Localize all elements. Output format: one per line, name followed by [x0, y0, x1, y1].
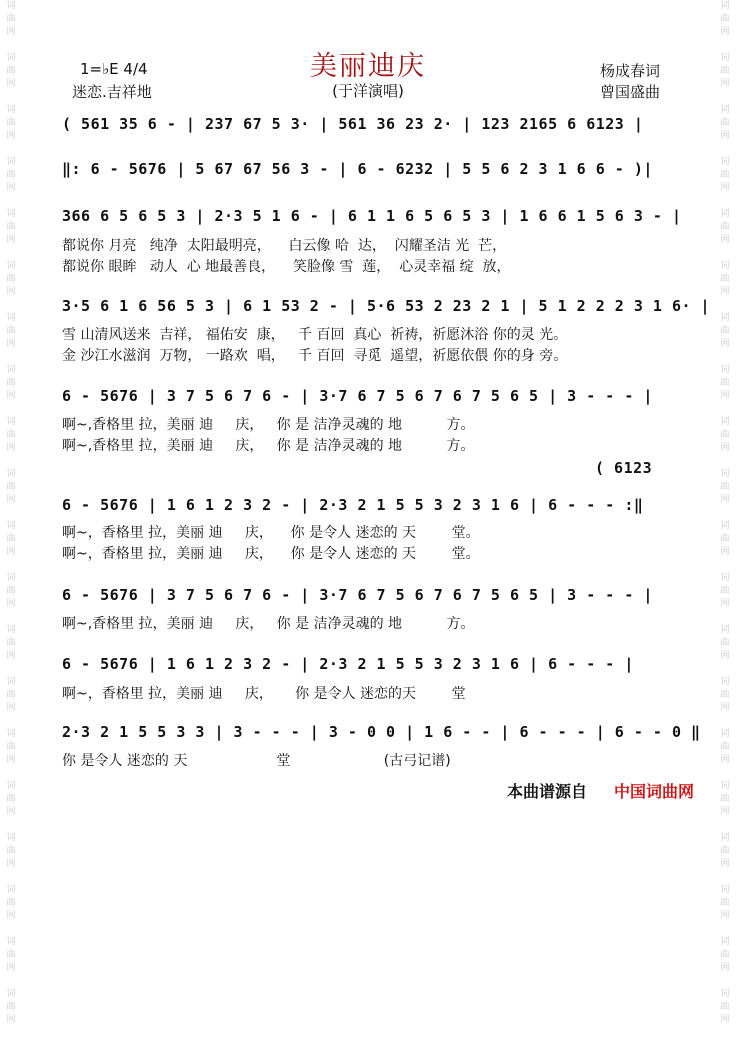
- watermark-glyph: 词: [6, 157, 16, 167]
- watermark-gap: [2, 247, 20, 260]
- watermark-glyph: 网: [720, 651, 730, 661]
- watermark-glyph: 词: [6, 417, 16, 427]
- watermark-glyph: 网: [6, 703, 16, 713]
- watermark-glyph: 词: [720, 53, 730, 63]
- watermark-glyph: 曲: [6, 846, 16, 856]
- watermark-glyph: 词: [720, 885, 730, 895]
- watermark-glyph: 词: [720, 521, 730, 531]
- key-signature: 1=♭E 4/4: [80, 60, 148, 78]
- watermark-gap: [716, 663, 734, 676]
- watermark-glyph: 词: [6, 313, 16, 323]
- watermark-glyph: 网: [720, 79, 730, 89]
- watermark-glyph: 词: [720, 261, 730, 271]
- watermark-glyph: 词: [6, 261, 16, 271]
- watermark-gap: [716, 611, 734, 624]
- watermark-glyph: 网: [6, 235, 16, 245]
- watermark-glyph: 词: [720, 157, 730, 167]
- watermark-glyph: 词: [720, 781, 730, 791]
- watermark-gap: [2, 871, 20, 884]
- watermark-glyph: 词: [6, 677, 16, 687]
- watermark-glyph: 曲: [720, 170, 730, 180]
- watermark-gap: [2, 923, 20, 936]
- watermark-glyph: 网: [720, 287, 730, 297]
- watermark-glyph: 曲: [720, 118, 730, 128]
- watermark-glyph: 网: [720, 807, 730, 817]
- watermark-glyph: 网: [720, 755, 730, 765]
- watermark-glyph: 曲: [720, 14, 730, 24]
- watermark-gap: [716, 923, 734, 936]
- watermark-gap: [2, 1027, 20, 1040]
- watermark-glyph: 词: [6, 625, 16, 635]
- watermark-glyph: 网: [720, 911, 730, 921]
- watermark-glyph: 词: [720, 937, 730, 947]
- watermark-glyph: 词: [720, 1, 730, 11]
- score-line-9: 2·3 2 1 5 5 3 3 | 3 - - - | 3 - 0 0 | 1 6 - - | 6 - - - | 6 - - 0 ‖: [62, 723, 701, 741]
- watermark-glyph: 曲: [6, 14, 16, 24]
- watermark-glyph: 曲: [6, 66, 16, 76]
- watermark-gap: [2, 195, 20, 208]
- watermark-glyph: 网: [720, 599, 730, 609]
- score-line-8: 6 - 5676 | 1 6 1 2 3 2 - | 2·3 2 1 5 5 3 2 3 1 6 | 6 - - - |: [62, 655, 634, 673]
- watermark-glyph: 网: [720, 963, 730, 973]
- watermark-gap: [716, 507, 734, 520]
- watermark-glyph: 网: [720, 391, 730, 401]
- watermark-glyph: 曲: [6, 482, 16, 492]
- watermark-glyph: 词: [6, 989, 16, 999]
- watermark-glyph: 曲: [720, 1002, 730, 1012]
- watermark-gap: [2, 351, 20, 364]
- watermark-glyph: 词: [720, 469, 730, 479]
- watermark-glyph: 词: [720, 833, 730, 843]
- watermark-glyph: 曲: [6, 638, 16, 648]
- watermark-glyph: 词: [6, 365, 16, 375]
- watermark-glyph: 曲: [720, 326, 730, 336]
- watermark-glyph: 词: [6, 469, 16, 479]
- watermark-gap: [2, 507, 20, 520]
- song-title: 美丽迪庆: [310, 51, 426, 82]
- watermark-gap: [716, 143, 734, 156]
- lyric-line-3b: 都说你 眼眸 动人 心 地最善良， 笑脸像 雪 莲， 心灵幸福 绽 放，: [62, 259, 511, 275]
- watermark-gap: [716, 819, 734, 832]
- watermark-glyph: 网: [6, 859, 16, 869]
- watermark-glyph: 网: [720, 859, 730, 869]
- watermark-glyph: 曲: [6, 586, 16, 596]
- watermark-glyph: 网: [6, 495, 16, 505]
- watermark-glyph: 词: [6, 781, 16, 791]
- watermark-glyph: 网: [720, 183, 730, 193]
- watermark-gap: [716, 871, 734, 884]
- lyric-line-4a: 雪 山清风送来 吉祥， 福佑安 康， 千 百回 真心 祈祷，祈愿沐浴 你的灵 光。: [62, 327, 568, 343]
- watermark-glyph: 曲: [720, 274, 730, 284]
- watermark-gap: [716, 767, 734, 780]
- lyric-line-8: 啊~，香格里 拉，美丽 迪 庆， 你 是令人 迷恋的天 堂: [62, 686, 466, 702]
- watermark-glyph: 网: [6, 755, 16, 765]
- watermark-glyph: 网: [6, 651, 16, 661]
- watermark-glyph: 网: [720, 339, 730, 349]
- watermark-glyph: 词: [720, 313, 730, 323]
- watermark-glyph: 网: [6, 963, 16, 973]
- watermark-gap: [2, 715, 20, 728]
- watermark-glyph: 曲: [6, 274, 16, 284]
- watermark-gap: [716, 1027, 734, 1040]
- composer-credit: 曾国盛曲: [600, 83, 661, 101]
- watermark-glyph: 曲: [6, 950, 16, 960]
- score-line-5: 6 - 5676 | 3 7 5 6 7 6 - | 3·7 6 7 5 6 7 6 7 5 6 5 | 3 - - - |: [62, 387, 653, 405]
- watermark-glyph: 网: [6, 27, 16, 37]
- lyric-line-6b: 啊~，香格里 拉，美丽 迪 庆， 你 是令人 迷恋的 天 堂。: [62, 546, 480, 562]
- watermark-gap: [716, 299, 734, 312]
- watermark-glyph: 词: [6, 105, 16, 115]
- watermark-glyph: 词: [6, 1, 16, 11]
- watermark-gap: [2, 455, 20, 468]
- watermark-gap: [716, 455, 734, 468]
- watermark-glyph: 词: [720, 625, 730, 635]
- watermark-glyph: 曲: [6, 430, 16, 440]
- score-line-6: 6 - 5676 | 1 6 1 2 3 2 - | 2·3 2 1 5 5 3 2 3 1 6 | 6 - - - :‖: [62, 496, 644, 514]
- score-line-2: ‖: 6 - 5676 | 5 67 67 56 3 - | 6 - 6232 | 5 5 6 2 3 1 6 6 - )|: [62, 160, 653, 178]
- watermark-gap: [716, 559, 734, 572]
- lyric-line-3a: 都说你 月亮 纯净 太阳最明亮， 白云像 哈 达， 闪耀圣洁 光 芒，: [62, 238, 507, 254]
- watermark-glyph: 网: [720, 1015, 730, 1025]
- lyric-line-6a: 啊~，香格里 拉，美丽 迪 庆， 你 是令人 迷恋的 天 堂。: [62, 525, 480, 541]
- watermark-glyph: 词: [6, 729, 16, 739]
- watermark-glyph: 网: [720, 235, 730, 245]
- watermark-glyph: 曲: [720, 222, 730, 232]
- score-line-3: 366 6 5 6 5 3 | 2·3 5 1 6 - | 6 1 1 6 5 6 5 3 | 1 6 6 1 5 6 3 - |: [62, 207, 682, 225]
- watermark-gap: [2, 819, 20, 832]
- watermark-glyph: 网: [6, 287, 16, 297]
- watermark-gap: [2, 663, 20, 676]
- lyricist-credit: 杨成春词: [600, 62, 661, 80]
- watermark-glyph: 词: [720, 105, 730, 115]
- watermark-glyph: 网: [720, 131, 730, 141]
- watermark-right: [716, 0, 734, 1025]
- watermark-gap: [2, 975, 20, 988]
- watermark-glyph: 网: [720, 703, 730, 713]
- lyric-line-5a: 啊~,香格里 拉，美丽 迪 庆， 你 是 洁净灵魂的 地 方。: [62, 417, 475, 433]
- watermark-glyph: 词: [6, 937, 16, 947]
- score-line-7: 6 - 5676 | 3 7 5 6 7 6 - | 3·7 6 7 5 6 7 6 7 5 6 5 | 3 - - - |: [62, 586, 653, 604]
- watermark-glyph: 网: [6, 599, 16, 609]
- watermark-glyph: 词: [6, 573, 16, 583]
- score-line-1: ( 561 35 6 - | 237 67 5 3· | 561 36 23 2· | 123 2165 6 6123 |: [62, 115, 644, 133]
- watermark-glyph: 曲: [6, 1002, 16, 1012]
- watermark-glyph: 网: [6, 807, 16, 817]
- watermark-glyph: 词: [720, 989, 730, 999]
- watermark-glyph: 曲: [720, 846, 730, 856]
- score-line-4: 3·5 6 1 6 56 5 3 | 6 1 53 2 - | 5·6 53 2 23 2 1 | 5 1 2 2 2 3 1 6· |: [62, 297, 711, 315]
- pickup-notes: ( 6123: [595, 459, 653, 477]
- lyric-line-5b: 啊~,香格里 拉，美丽 迪 庆， 你 是 洁净灵魂的 地 方。: [62, 438, 475, 454]
- watermark-glyph: 词: [720, 677, 730, 687]
- watermark-glyph: 网: [6, 183, 16, 193]
- watermark-glyph: 词: [6, 521, 16, 531]
- watermark-glyph: 网: [720, 495, 730, 505]
- watermark-glyph: 网: [6, 391, 16, 401]
- watermark-gap: [2, 767, 20, 780]
- watermark-gap: [2, 403, 20, 416]
- lyric-line-9: 你 是令人 迷恋的 天 堂 (古弓记谱): [62, 753, 451, 769]
- watermark-glyph: 曲: [6, 326, 16, 336]
- watermark-gap: [716, 403, 734, 416]
- watermark-glyph: 曲: [720, 534, 730, 544]
- watermark-glyph: 网: [6, 1015, 16, 1025]
- watermark-glyph: 曲: [720, 898, 730, 908]
- watermark-glyph: 曲: [720, 742, 730, 752]
- watermark-gap: [716, 715, 734, 728]
- watermark-glyph: 曲: [6, 742, 16, 752]
- lyric-line-7: 啊~,香格里 拉，美丽 迪 庆， 你 是 洁净灵魂的 地 方。: [62, 616, 475, 632]
- watermark-glyph: 曲: [720, 586, 730, 596]
- watermark-glyph: 网: [6, 911, 16, 921]
- watermark-glyph: 词: [720, 573, 730, 583]
- watermark-glyph: 网: [6, 547, 16, 557]
- watermark-glyph: 网: [6, 131, 16, 141]
- watermark-glyph: 曲: [6, 794, 16, 804]
- watermark-gap: [2, 559, 20, 572]
- watermark-glyph: 曲: [720, 66, 730, 76]
- watermark-glyph: 曲: [720, 378, 730, 388]
- watermark-glyph: 词: [6, 209, 16, 219]
- singer-credit: (于洋演唱): [332, 82, 404, 100]
- watermark-glyph: 词: [6, 53, 16, 63]
- watermark-glyph: 曲: [720, 690, 730, 700]
- watermark-gap: [716, 247, 734, 260]
- watermark-glyph: 网: [720, 443, 730, 453]
- watermark-glyph: 曲: [6, 378, 16, 388]
- watermark-glyph: 曲: [6, 170, 16, 180]
- watermark-glyph: 词: [720, 365, 730, 375]
- watermark-left: [2, 0, 20, 1025]
- watermark-glyph: 网: [6, 79, 16, 89]
- watermark-gap: [2, 611, 20, 624]
- mood-marking: 迷恋.吉祥地: [72, 83, 152, 101]
- watermark-glyph: 曲: [720, 482, 730, 492]
- lyric-line-4b: 金 沙江水滋润 万物， 一路欢 唱， 千 百回 寻觅 遥望，祈愿依偎 你的身 旁。: [62, 348, 568, 364]
- watermark-glyph: 网: [6, 339, 16, 349]
- watermark-glyph: 词: [6, 833, 16, 843]
- watermark-glyph: 网: [720, 27, 730, 37]
- watermark-glyph: 曲: [6, 118, 16, 128]
- site-link[interactable]: 中国词曲网: [614, 782, 695, 801]
- watermark-glyph: 曲: [720, 430, 730, 440]
- watermark-gap: [716, 351, 734, 364]
- watermark-glyph: 曲: [6, 898, 16, 908]
- watermark-glyph: 词: [720, 209, 730, 219]
- watermark-glyph: 词: [720, 417, 730, 427]
- watermark-glyph: 曲: [6, 534, 16, 544]
- watermark-glyph: 网: [6, 443, 16, 453]
- source-label: 本曲谱源自: [507, 782, 588, 801]
- watermark-glyph: 曲: [720, 794, 730, 804]
- watermark-gap: [2, 299, 20, 312]
- watermark-gap: [716, 975, 734, 988]
- watermark-glyph: 词: [720, 729, 730, 739]
- watermark-glyph: 曲: [720, 638, 730, 648]
- watermark-glyph: 曲: [6, 222, 16, 232]
- watermark-glyph: 词: [6, 885, 16, 895]
- watermark-glyph: 曲: [6, 690, 16, 700]
- watermark-glyph: 网: [720, 547, 730, 557]
- watermark-gap: [2, 143, 20, 156]
- watermark-gap: [716, 195, 734, 208]
- watermark-glyph: 曲: [720, 950, 730, 960]
